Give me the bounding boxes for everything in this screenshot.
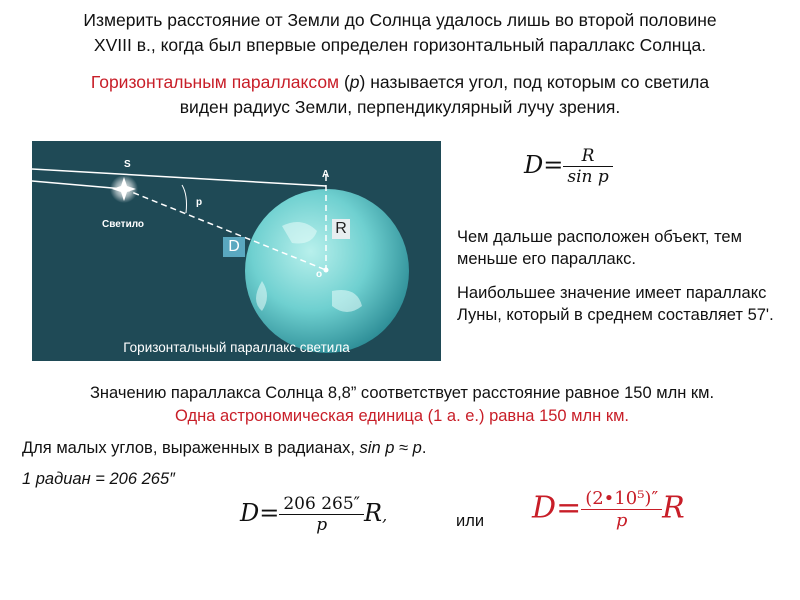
intro-line-1: Измерить расстояние от Земли до Солнца удалось лишь во второй половине xyxy=(83,10,717,30)
intro-paragraph xyxy=(20,8,780,58)
formula1-fraction xyxy=(563,146,612,187)
definition-rest: ) называется угол, под которым со светила xyxy=(359,72,710,92)
label-a: A xyxy=(322,169,330,180)
moon-parallax-note: Наибольшее значение имеет параллакс Луны, который в среднем составляет 57'. xyxy=(457,284,774,324)
illustration-caption: Горизонтальный параллакс светила xyxy=(123,340,350,355)
formula1-eq: = xyxy=(543,151,564,179)
formula2-eq: = xyxy=(259,499,280,527)
label-star: Светило xyxy=(102,219,145,230)
formula3-denominator: p xyxy=(615,510,628,531)
or-word: или xyxy=(456,512,485,530)
formula3-rhs: R xyxy=(662,490,685,526)
formula3-fraction xyxy=(581,488,662,531)
formula-arcsec xyxy=(240,494,387,535)
parallax-illustration xyxy=(32,141,441,361)
formula2-denominator: p xyxy=(316,515,328,535)
formula1-denominator: sin p xyxy=(567,167,609,187)
formula3-eq: = xyxy=(556,490,582,526)
definition-term: Горизонтальным параллаксом xyxy=(90,72,340,92)
formula2-tail: , xyxy=(382,506,388,525)
formula1-lhs: D xyxy=(524,151,544,179)
distance-formula xyxy=(524,146,613,187)
label-s: S xyxy=(124,159,131,170)
label-r: R xyxy=(332,219,350,239)
definition-symbol: p xyxy=(349,72,360,92)
small-angles-suffix: . xyxy=(421,439,427,457)
small-angles-formula: sin p ≈ p xyxy=(359,439,422,457)
small-angles-prefix: Для малых углов, выраженных в радианах, xyxy=(22,439,360,457)
intro-line-2: XVIII в., когда был впервые определен горизонтальный параллакс Солнца. xyxy=(93,35,707,55)
definition-paragraph xyxy=(20,70,780,120)
label-d: D xyxy=(223,237,245,257)
parallax-distance-note: Чем дальше расположен объект, тем меньше его параллакс. xyxy=(457,228,742,268)
formula3-numerator: (2•10⁵)″ xyxy=(581,488,662,510)
formula2-fraction xyxy=(279,494,364,535)
au-definition-line: Одна астрономическая единица (1 а. е.) равна 150 млн км. xyxy=(174,407,630,425)
earth-center-dot xyxy=(324,268,329,273)
formula-power xyxy=(532,488,685,531)
formula1-numerator: R xyxy=(563,146,612,167)
formula2-rhs: R xyxy=(364,499,383,527)
definition-symbol-prefix: ( xyxy=(339,72,350,92)
label-o: o xyxy=(316,269,323,280)
definition-line-2: виден радиус Земли, перпендикулярный лучу зрения. xyxy=(179,97,621,117)
small-angles-line xyxy=(22,437,782,459)
label-p: p xyxy=(196,197,203,208)
radian-definition: 1 радиан = 206 265″ xyxy=(22,470,175,488)
formula2-numerator: 206 265″ xyxy=(279,494,364,515)
formula3-lhs: D xyxy=(532,490,557,526)
parallax-angle-arc xyxy=(182,185,187,213)
line-of-sight-top xyxy=(32,169,326,186)
sun-parallax-line: Значению параллакса Солнца 8,8” соответствует расстояние равное 150 млн км. xyxy=(89,384,715,402)
formula2-lhs: D xyxy=(240,499,260,527)
